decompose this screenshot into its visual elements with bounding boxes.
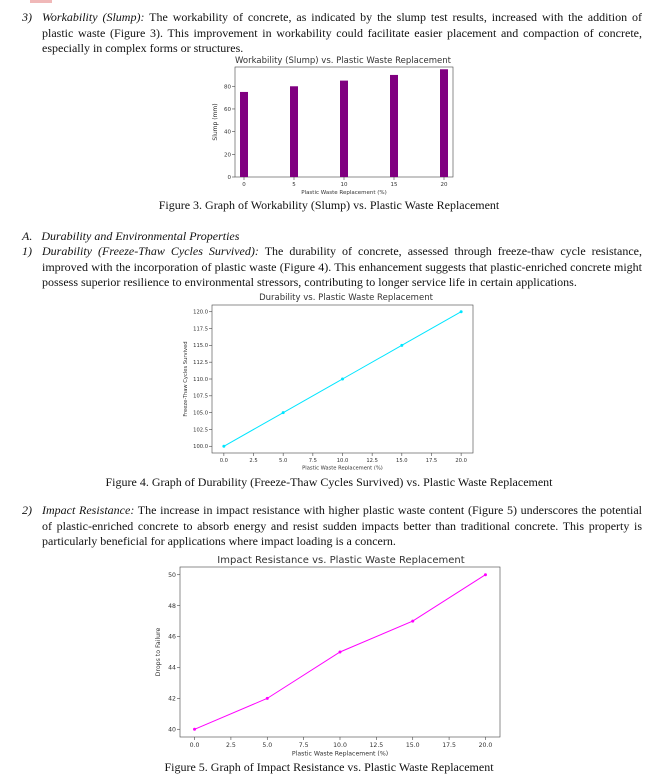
bar (440, 69, 448, 177)
x-tick-label: 0.0 (219, 458, 228, 465)
section-number: 3) (22, 10, 32, 24)
y-tick-label: 48 (168, 602, 176, 610)
x-tick-label: 0.0 (189, 742, 200, 750)
figure-5-chart (150, 551, 510, 759)
y-tick-label: 42 (168, 695, 176, 703)
figure-5-caption: Figure 5. Graph of Impact Resistance vs. Plastic Waste Replacement (164, 760, 494, 774)
bar (390, 75, 398, 177)
data-point (266, 697, 269, 700)
x-tick-label: 5 (292, 182, 296, 188)
data-point (484, 573, 487, 576)
section-number: 2) (22, 503, 32, 517)
x-tick-label: 12.5 (369, 742, 384, 750)
data-point (339, 651, 342, 654)
subsection-title: Durability and Environmental Properties (41, 229, 240, 243)
x-tick-label: 5.0 (279, 458, 288, 465)
section-number: 1) (22, 244, 32, 258)
chart-title: Impact Resistance vs. Plastic Waste Replacement (217, 555, 465, 566)
x-tick-label: 5.0 (262, 742, 273, 750)
y-tick-label: 110.0 (193, 376, 208, 383)
x-tick-label: 15 (390, 182, 398, 188)
y-tick-label: 115.0 (193, 343, 208, 350)
x-tick-label: 7.5 (298, 742, 309, 750)
durability-heading: Durability (Freeze-Thaw Cycles Survived): (42, 244, 259, 258)
x-tick-label: 17.5 (425, 458, 438, 465)
impact-paragraph (42, 503, 642, 550)
x-tick-label: 20 (440, 182, 448, 188)
subsection-letter: A. (22, 229, 33, 243)
data-point (222, 445, 225, 448)
workability-paragraph (42, 10, 642, 57)
x-axis-label: Plastic Waste Replacement (%) (291, 750, 389, 758)
y-tick-label: 105.0 (193, 410, 208, 417)
x-tick-label: 2.5 (249, 458, 258, 465)
y-tick-label: 0 (227, 175, 231, 181)
x-tick-label: 10.0 (333, 742, 347, 750)
y-tick-label: 60 (224, 106, 231, 113)
x-tick-label: 12.5 (366, 458, 378, 465)
x-tick-label: 15.0 (396, 458, 408, 465)
subsection-heading (22, 229, 239, 244)
y-tick-label: 40 (168, 726, 176, 734)
data-point (400, 344, 403, 347)
figure-3-caption: Figure 3. Graph of Workability (Slump) vs. Plastic Waste Replacement (158, 198, 500, 212)
workability-heading: Workability (Slump): (42, 10, 145, 24)
x-tick-label: 15.0 (405, 742, 420, 750)
chart-title: Durability vs. Plastic Waste Replacement (259, 293, 433, 303)
x-tick-label: 2.5 (225, 742, 236, 750)
y-tick-label: 107.5 (193, 393, 208, 400)
durability-body: The durability of concrete, assessed through freeze-thaw cycle resistance, improved with the incorporation of plastic waste (Figure 4). This enhancement suggests that plastic-enriched concrete might possess superior resilience to environmental stressors, contributing to longer service life in certain applications. (42, 244, 642, 289)
data-point (193, 728, 196, 731)
figure-4-caption: Figure 4. Graph of Durability (Freeze-Thaw Cycles Survived) vs. Plastic Waste Replacement (105, 475, 553, 489)
x-tick-label: 7.5 (308, 458, 317, 465)
x-tick-label: 20.0 (455, 458, 467, 465)
impact-body: The increase in impact resistance with higher plastic waste content (Figure 5) underscores the potential of plastic-enriched concrete to absorb energy and resist sudden impacts better than traditional concrete. This property is particularly beneficial for applications where impact loading is a concern. (42, 503, 642, 548)
data-point (411, 620, 414, 623)
y-tick-label: 40 (224, 129, 231, 136)
y-tick-label: 120.0 (193, 309, 208, 316)
y-tick-label: 100.0 (193, 444, 208, 451)
y-axis-label: Slump (mm) (212, 103, 219, 141)
x-tick-label: 10.0 (336, 458, 349, 465)
y-tick-label: 44 (168, 664, 176, 672)
top-edge-marker (30, 0, 52, 3)
data-point (460, 310, 463, 313)
impact-heading: Impact Resistance: (42, 503, 135, 517)
x-tick-label: 17.5 (442, 742, 456, 750)
figure-3-chart (195, 52, 465, 197)
durability-paragraph (42, 244, 642, 291)
bar (240, 92, 248, 177)
x-tick-label: 0 (242, 182, 246, 188)
data-point (282, 411, 285, 414)
figure-4-chart (178, 290, 478, 470)
y-axis-label: Freeze-Thaw Cycles Survived (183, 341, 189, 417)
x-axis-label: Plastic Waste Replacement (%) (301, 190, 387, 196)
y-tick-label: 20 (224, 152, 231, 159)
y-tick-label: 112.5 (193, 360, 208, 367)
y-tick-label: 117.5 (193, 326, 208, 333)
bar (290, 86, 298, 177)
x-tick-label: 10 (340, 182, 348, 188)
data-point (341, 378, 344, 381)
y-tick-label: 50 (168, 571, 176, 579)
y-axis-label: Drops to Failure (155, 627, 162, 677)
y-tick-label: 80 (224, 84, 231, 91)
x-axis-label: Plastic Waste Replacement (%) (302, 465, 383, 470)
bar (340, 81, 348, 177)
x-tick-label: 20.0 (478, 742, 493, 750)
workability-body: The workability of concrete, as indicated by the slump test results, increased with the addition of plastic waste (Figure 3). This improvement in workability could facilitate easier placement and compaction of concrete, especially in complex forms or structures. (42, 10, 642, 55)
y-tick-label: 102.5 (193, 427, 208, 434)
chart-title: Workability (Slump) vs. Plastic Waste Replacement (235, 56, 451, 66)
y-tick-label: 46 (168, 633, 176, 641)
